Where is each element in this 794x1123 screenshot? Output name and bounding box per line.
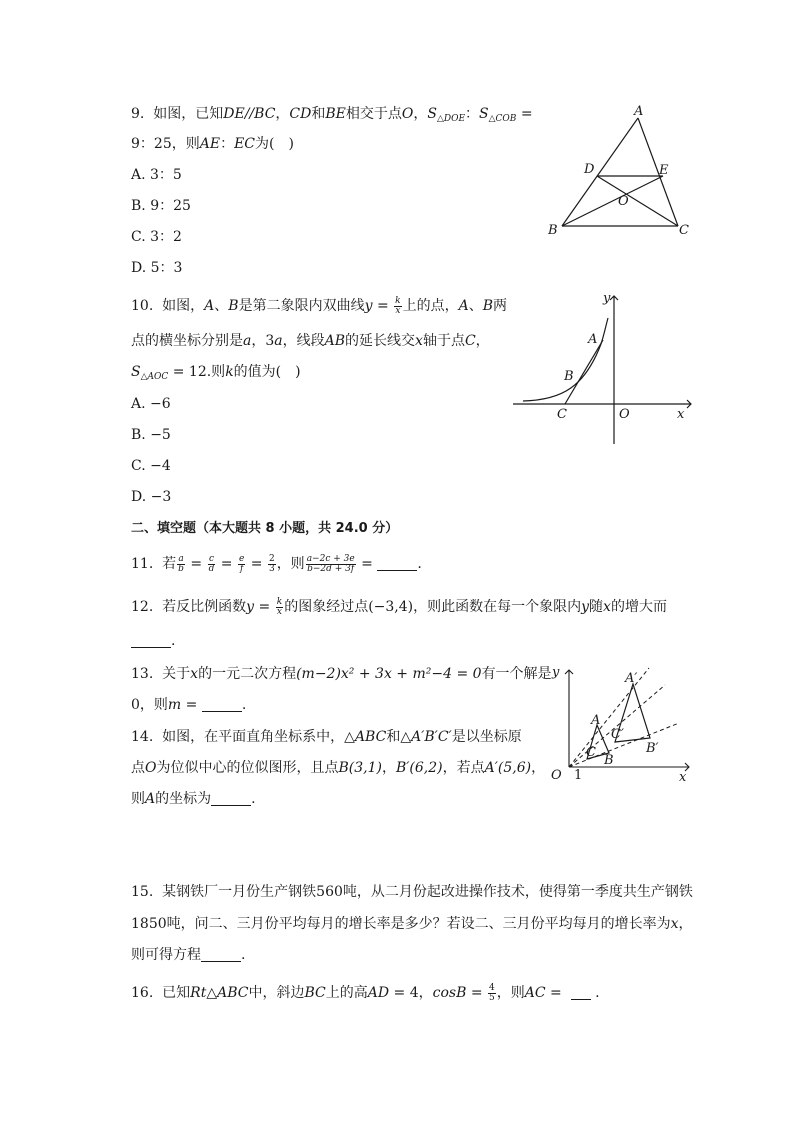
- q10-label-y: y: [603, 291, 611, 306]
- q9-label-d: D: [584, 162, 595, 177]
- q10-option-c: C. −4: [131, 458, 171, 474]
- q12-line1: 12. 若反比例函数y = $\frac{k}{x}$ 的图象经过点(−3,4)，则此函数在每一个象限内y随x的增大而: [131, 596, 667, 617]
- q10-option-b: B. −5: [131, 427, 171, 443]
- q11-answer-blank[interactable]: [377, 556, 417, 571]
- q10-hyperbola-figure: [505, 290, 700, 450]
- q14-line1: 14. 如图，在平面直角坐标系中，△ABC和△A′B′C′是以坐标原: [131, 729, 522, 745]
- q10-label-x: x: [677, 407, 685, 422]
- q12-answer-blank[interactable]: [131, 633, 171, 648]
- q14-line3: 则A的坐标为 .: [131, 791, 256, 807]
- q10-number: 10.: [131, 298, 154, 314]
- q10-option-d: D. −3: [131, 489, 172, 505]
- q9-label-e: E: [659, 163, 669, 178]
- q13-line1: 13. 关于x的一元二次方程(m−2)x² + 3x + m²−4 = 0有一个解是: [131, 666, 552, 682]
- q14-label-b: B: [604, 753, 614, 768]
- q9-number: 9.: [131, 106, 145, 122]
- q10-line1: 10. 如图，A、B是第二象限内双曲线y = $\frac{k}{x}$ 上的点，A、B两: [131, 295, 508, 316]
- q9-label-o: O: [618, 194, 629, 209]
- q14-label-one: 1: [574, 768, 583, 783]
- q9-label-b: B: [548, 223, 558, 238]
- q13-number: 13.: [131, 666, 154, 682]
- q15-line2: 1850吨，问二、三月份平均每月的增长率是多少？若设二、三月份平均每月的增长率为x，: [131, 916, 693, 932]
- q10-option-a: A. −6: [131, 396, 171, 412]
- q14-line2: 点O为位似中心的位似图形，且点B(3,1)，B′(6,2)，若点A′(5,6)，: [131, 760, 546, 776]
- q14-label-o: O: [551, 768, 562, 783]
- q10-label-c: C: [557, 407, 567, 422]
- q14-homothety-figure: [545, 660, 700, 785]
- q16-line: 16. 已知Rt△ABC中，斜边BC上的高AD = 4，cosB = $\frac{4}{5}$ ，则AC = .: [131, 982, 600, 1003]
- q16-number: 16.: [131, 985, 154, 1001]
- section-heading-fill-blank: 二、填空题（本大题共 8 小题，共 24.0 分）: [131, 521, 399, 536]
- q9-option-c: C. 3：2: [131, 229, 182, 245]
- q14-label-c-prime: C′: [611, 727, 624, 742]
- q9-label-a: A: [634, 104, 644, 119]
- q10-label-b: B: [564, 369, 574, 384]
- q14-answer-blank[interactable]: [211, 791, 251, 806]
- q14-label-x: x: [679, 770, 687, 785]
- q11-line: 11. 若 $\frac{a}{b}$ = $\frac{c}{d}$ = $\frac{e}{f}$ = $\frac{2}{3}$ ，则 $\frac{a-2c + 3e}{b-2d + 3f}$ = .: [131, 553, 422, 574]
- q12-line2: .: [131, 631, 175, 651]
- q10-label-a: A: [588, 332, 598, 347]
- q9-option-b: B. 9：25: [131, 198, 191, 214]
- q14-label-b-prime: B′: [646, 741, 659, 756]
- q16-answer-blank[interactable]: [571, 985, 591, 1000]
- q15-line3: 则可得方程 .: [131, 947, 246, 963]
- q9-label-c: C: [679, 223, 689, 238]
- q11-number: 11.: [131, 556, 154, 572]
- q12-number: 12.: [131, 599, 154, 615]
- q15-line1: 15. 某钢铁厂一月份生产钢铁560吨，从二月份起改进操作技术，使得第一季度共生产钢铁: [131, 884, 693, 900]
- q14-number: 14.: [131, 729, 154, 745]
- q9-line2: 9：25，则AE：EC为( ): [131, 136, 294, 152]
- q10-line2: 点的横坐标分别是a，3a，线段AB的延长线交x轴于点C，: [131, 333, 490, 349]
- q10-label-o: O: [619, 407, 630, 422]
- q15-number: 15.: [131, 884, 154, 900]
- q14-label-a-prime: A′: [625, 671, 638, 686]
- q14-label-y: y: [552, 665, 560, 680]
- q15-answer-blank[interactable]: [201, 947, 241, 962]
- q14-label-a: A: [591, 713, 601, 728]
- q14-label-c: C: [586, 745, 596, 760]
- q9-line1: 9. 如图，已知DE//BC，CD和BE相交于点O，$S_{\triangle DOE}$：$S_{\triangle COB}$ =: [131, 106, 533, 124]
- q13-answer-blank[interactable]: [202, 697, 242, 712]
- q13-line2: 0，则m = .: [131, 697, 247, 713]
- q9-option-d: D. 5：3: [131, 260, 183, 276]
- q9-triangle-figure: [540, 100, 700, 245]
- q9-option-a: A. 3：5: [131, 167, 182, 183]
- q10-line3: $S_{\triangle AOC} = 12$.则k的值为( ): [131, 364, 301, 382]
